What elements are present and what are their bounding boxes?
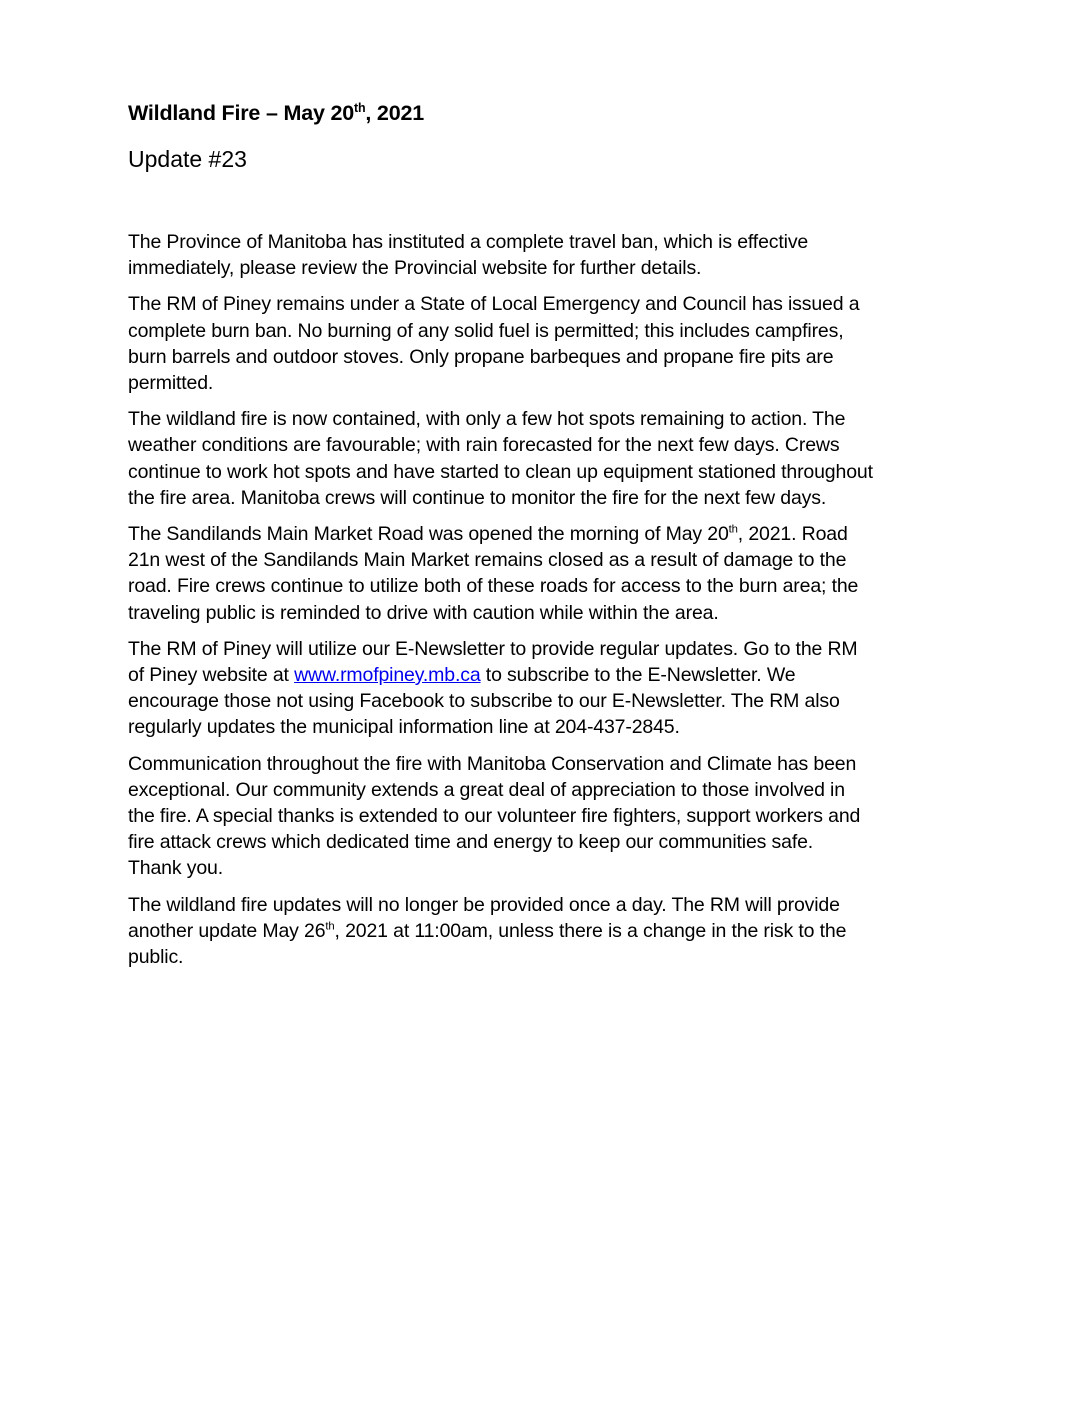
text-segment: another update May 26 bbox=[128, 919, 326, 942]
text-segment: , 2021 at 11:00am, unless there is a change in the risk to the bbox=[334, 919, 847, 942]
website-link[interactable]: www.rmofpiney.mb.ca bbox=[294, 664, 481, 687]
title-main: Wildland Fire – May 20 bbox=[128, 101, 355, 125]
text-line: The Province of Manitoba has instituted a complete travel ban, which is effective bbox=[128, 231, 809, 253]
text-line: The wildland fire updates will no longer be provided once a day. The RM will provide bbox=[128, 893, 840, 916]
text-line: the fire area. Manitoba crews will continue to monitor the fire for the next few days. bbox=[128, 486, 827, 509]
text-segment: , 2021. Road bbox=[737, 523, 848, 546]
text-line: exceptional. Our community extends a great deal of appreciation to those involved in bbox=[128, 778, 845, 801]
title-year: , 2021 bbox=[365, 101, 424, 125]
text-line: fire attack crews which dedicated time and energy to keep our communities safe. bbox=[128, 831, 814, 854]
text-line bbox=[128, 662, 978, 688]
text-line: burn barrels and outdoor stoves. Only propane barbeques and propane fire pits are bbox=[128, 345, 834, 368]
paragraph-newsletter bbox=[128, 636, 978, 741]
text-line: The RM of Piney will utilize our E-Newsletter to provide regular updates. Go to the RM bbox=[128, 637, 858, 660]
text-line: road. Fire crews continue to utilize both of these roads for access to the burn area; the bbox=[128, 575, 859, 598]
ordinal-suffix: th bbox=[325, 920, 335, 933]
text-segment: to subscribe to the E-Newsletter. We bbox=[480, 664, 796, 687]
text-segment: of Piney website at bbox=[128, 664, 295, 687]
paragraph-next-update bbox=[128, 892, 978, 971]
title-ordinal-suffix: th bbox=[354, 100, 366, 115]
text-line: encourage those not using Facebook to subscribe to our E-Newsletter. The RM also bbox=[128, 690, 840, 713]
ordinal-suffix: th bbox=[728, 523, 738, 536]
text-line: Communication throughout the fire with Manitoba Conservation and Climate has been bbox=[128, 752, 857, 775]
paragraph-fire-contained bbox=[128, 406, 978, 511]
text-line: regularly updates the municipal information line at 204-437-2845. bbox=[128, 716, 680, 739]
paragraph-road-status bbox=[128, 521, 978, 626]
text-line: 21n west of the Sandilands Main Market remains closed as a result of damage to the bbox=[128, 549, 847, 572]
text-line bbox=[128, 918, 978, 944]
page-title bbox=[128, 101, 424, 126]
text-line: traveling public is reminded to drive with caution while within the area. bbox=[128, 601, 719, 624]
text-line: public. bbox=[128, 946, 184, 969]
text-line: continue to work hot spots and have started to clean up equipment stationed throughout bbox=[128, 460, 873, 483]
paragraph-travel-ban bbox=[128, 229, 978, 281]
text-segment: The Sandilands Main Market Road was opened the morning of May 20 bbox=[128, 523, 729, 546]
document-body bbox=[128, 229, 978, 980]
paragraph-burn-ban bbox=[128, 291, 978, 396]
text-line: permitted. bbox=[128, 372, 214, 395]
text-line: complete burn ban. No burning of any solid fuel is permitted; this includes campfires, bbox=[128, 319, 844, 342]
text-line bbox=[128, 521, 978, 547]
text-line: weather conditions are favourable; with rain forecasted for the next few days. Crews bbox=[128, 434, 840, 457]
text-line: the fire. A special thanks is extended to our volunteer fire fighters, support workers and bbox=[128, 805, 861, 828]
paragraph-appreciation bbox=[128, 751, 978, 882]
text-line: The wildland fire is now contained, with only a few hot spots remaining to action. The bbox=[128, 408, 846, 431]
update-number: Update #23 bbox=[128, 146, 247, 172]
text-line: immediately, please review the Provincial website for further details. bbox=[128, 257, 702, 280]
text-line: Thank you. bbox=[128, 857, 223, 880]
text-line: The RM of Piney remains under a State of Local Emergency and Council has issued a bbox=[128, 293, 860, 316]
